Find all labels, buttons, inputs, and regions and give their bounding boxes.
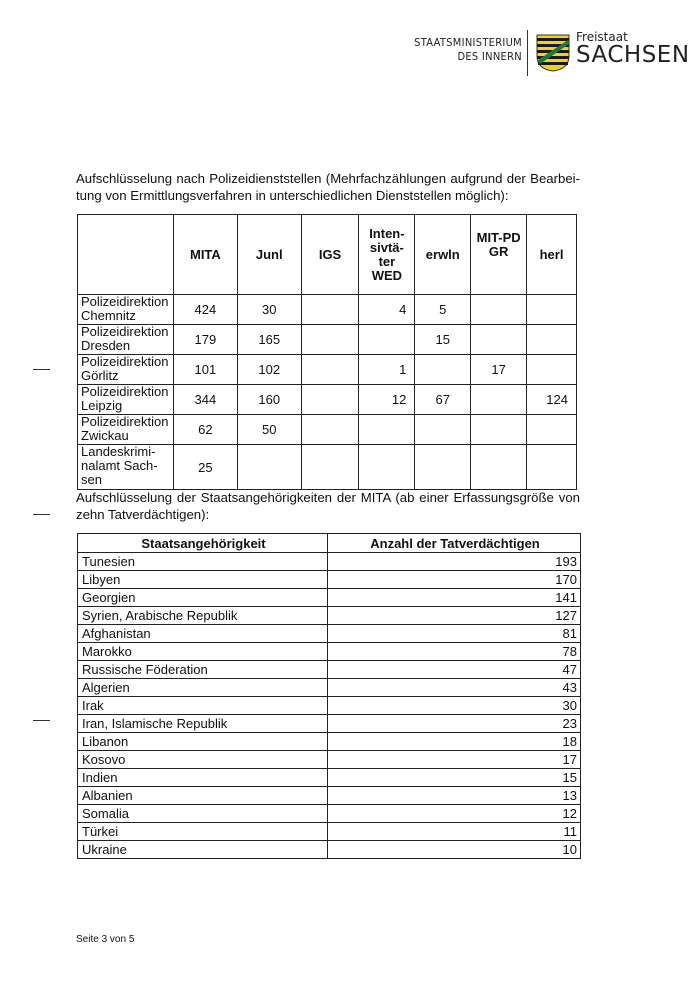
table-row [78,733,581,751]
cell-nationality: Indien [78,769,328,787]
cell-mita: 101 [173,355,237,385]
cell-igs [301,325,359,355]
cell-igs [301,415,359,445]
cell-intensiv: 12 [359,385,415,415]
cell-junl: 160 [237,385,301,415]
cell-igs [301,355,359,385]
cell-mitpd [471,295,527,325]
cell-count: 81 [328,625,581,643]
cell-mitpd [471,325,527,355]
margin-mark [33,514,50,515]
cell-nationality: Afghanistan [78,625,328,643]
header-line: WED [371,267,403,283]
cell-nationality: Tunesien [78,553,328,571]
cell-count: 15 [328,769,581,787]
cell-nationality: Kosovo [78,751,328,769]
cell-erwln: 67 [415,385,471,415]
cell-mitpd [471,385,527,415]
cell-herl [527,295,577,325]
table-row [78,589,581,607]
cell-intensiv [359,445,415,490]
header-erwln: erwln [415,215,471,295]
header-igs: IGS [301,215,359,295]
cell-nationality: Algerien [78,679,328,697]
margin-mark [33,369,50,370]
header-empty [78,215,174,295]
cell-nationality: Türkei [78,823,328,841]
cell-erwln: 5 [415,295,471,325]
cell-herl [527,415,577,445]
cell-count: 10 [328,841,581,859]
table-row [78,625,581,643]
ministry-name [414,36,522,64]
cell-count: 12 [328,805,581,823]
row-label: Polizeidirektion Leipzig [78,385,174,415]
header-line: Inten- [369,225,405,241]
cell-nationality: Albanien [78,787,328,805]
cell-junl: 165 [237,325,301,355]
header-nationality: Staatsangehörigkeit [78,534,328,553]
table-row [78,787,581,805]
table-row [78,661,581,679]
cell-mita: 179 [173,325,237,355]
cell-mita: 344 [173,385,237,415]
row-label: Polizeidirektion Dresden [78,325,174,355]
cell-nationality: Iran, Islamische Republik [78,715,328,733]
cell-nationality: Irak [78,697,328,715]
police-department-table [77,214,577,490]
cell-intensiv [359,415,415,445]
cell-herl [527,445,577,490]
cell-count: 193 [328,553,581,571]
header-junl: Junl [237,215,301,295]
cell-count: 43 [328,679,581,697]
cell-mitpd [471,445,527,490]
table-row [78,823,581,841]
cell-erwln [415,445,471,490]
cell-intensiv: 1 [359,355,415,385]
cell-mita: 424 [173,295,237,325]
table-row [78,697,581,715]
cell-erwln [415,415,471,445]
cell-mitpd [471,415,527,445]
table-header-row [78,215,577,295]
row-label: Landeskrimi- nalamt Sach- sen [78,445,174,490]
table-header-row [78,534,581,553]
header-line: ter [378,253,396,269]
table-row [78,553,581,571]
cell-igs [301,445,359,490]
table-row [78,715,581,733]
ministry-line-1: STAATSMINISTERIUM [414,36,522,49]
cell-count: 13 [328,787,581,805]
table-row [78,325,577,355]
table-row [78,841,581,859]
margin-mark [33,720,50,721]
table-row [78,445,577,490]
cell-igs [301,295,359,325]
cell-nationality: Marokko [78,643,328,661]
header-line: sivtä- [369,239,404,255]
row-label: Polizeidirektion Görlitz [78,355,174,385]
intro-line: tung von Ermittlungsverfahren in unterschiedlichen Dienststellen möglich): [76,188,509,203]
intro-paragraph-police [76,170,580,204]
cell-nationality: Georgien [78,589,328,607]
cell-nationality: Libyen [78,571,328,589]
cell-count: 23 [328,715,581,733]
saxony-crest-icon [536,34,570,72]
cell-nationality: Somalia [78,805,328,823]
cell-mita: 62 [173,415,237,445]
cell-intensiv: 4 [359,295,415,325]
header-mitpd-gr [471,215,527,295]
logo-freistaat: Freistaat [576,30,628,44]
row-label: Polizeidirektion Zwickau [78,415,174,445]
cell-junl: 102 [237,355,301,385]
table-row [78,679,581,697]
table-row [78,355,577,385]
table-row [78,769,581,787]
cell-count: 47 [328,661,581,679]
cell-junl: 50 [237,415,301,445]
table-row [78,571,581,589]
cell-count: 30 [328,697,581,715]
table-row [78,385,577,415]
header-line: MIT-PD [476,230,521,245]
cell-erwln: 15 [415,325,471,355]
table-row [78,751,581,769]
intro-line: zehn Tatverdächtigen): [76,507,210,522]
cell-count: 170 [328,571,581,589]
intro-line: Aufschlüsselung der Staatsangehörigkeiten der MITA (ab einer Erfassungsgröße von [76,490,580,505]
cell-mitpd: 17 [471,355,527,385]
cell-mita: 25 [173,445,237,490]
cell-nationality: Syrien, Arabische Republik [78,607,328,625]
cell-junl [237,445,301,490]
header-count: Anzahl der Tatverdächtigen [328,534,581,553]
cell-nationality: Libanon [78,733,328,751]
table-row [78,607,581,625]
nationality-rows [78,553,581,859]
logo-sachsen: SACHSEN [576,42,690,68]
nationality-table [77,533,581,859]
header-herl: herl [527,215,577,295]
cell-count: 141 [328,589,581,607]
header-line: GR [488,244,509,259]
cell-count: 11 [328,823,581,841]
intro-paragraph-nationality [76,489,580,523]
cell-count: 127 [328,607,581,625]
header-divider [527,30,528,76]
header-mita: MITA [173,215,237,295]
header-intensivtaeter [359,215,415,295]
table-row [78,643,581,661]
cell-igs [301,385,359,415]
cell-nationality: Ukraine [78,841,328,859]
cell-count: 17 [328,751,581,769]
intro-line: Aufschlüsselung nach Polizeidienststellen (Mehrfachzählungen aufgrund der Bearbei- [76,171,580,186]
cell-herl [527,355,577,385]
table-row [78,805,581,823]
cell-count: 18 [328,733,581,751]
row-label: Polizeidirektion Chemnitz [78,295,174,325]
ministry-line-2: DES INNERN [457,50,522,63]
cell-erwln [415,355,471,385]
cell-intensiv [359,325,415,355]
cell-junl: 30 [237,295,301,325]
table-row [78,415,577,445]
cell-count: 78 [328,643,581,661]
page-number: Seite 3 von 5 [76,934,135,945]
cell-herl: 124 [527,385,577,415]
table-row [78,295,577,325]
cell-herl [527,325,577,355]
cell-nationality: Russische Föderation [78,661,328,679]
